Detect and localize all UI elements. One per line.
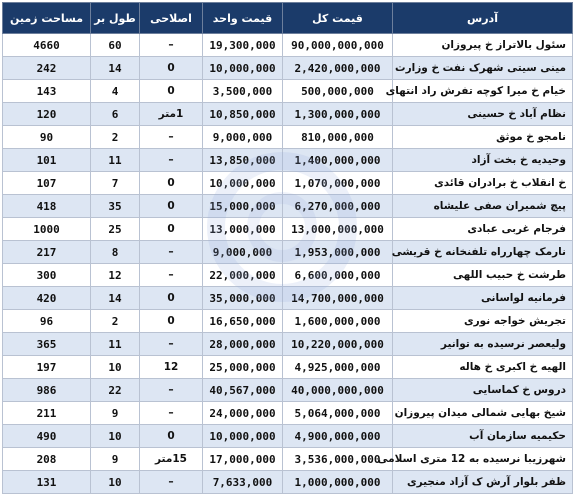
cell-frontage: 2 bbox=[91, 126, 140, 149]
cell-modification: 0 bbox=[140, 172, 203, 195]
table-row bbox=[3, 34, 573, 57]
cell-total-price: 4,925,000,000 bbox=[283, 356, 393, 379]
cell-address: نامجو خ موثق bbox=[393, 126, 573, 149]
table-row bbox=[3, 172, 573, 195]
cell-frontage: 2 bbox=[91, 310, 140, 333]
cell-modification: – bbox=[140, 402, 203, 425]
table-row bbox=[3, 448, 573, 471]
table-row bbox=[3, 241, 573, 264]
header-total-price: قیمت کل bbox=[283, 3, 393, 34]
cell-unit-price: 9,000,000 bbox=[203, 241, 283, 264]
cell-unit-price: 10,000,000 bbox=[203, 57, 283, 80]
cell-address: خیام خ میرا کوچه تفرش راد انتهای bbox=[393, 80, 573, 103]
cell-unit-price: 9,000,000 bbox=[203, 126, 283, 149]
cell-modification: 0 bbox=[140, 195, 203, 218]
cell-frontage: 6 bbox=[91, 103, 140, 126]
cell-land-area: 101 bbox=[3, 149, 91, 172]
cell-address: تجریش خواجه نوری bbox=[393, 310, 573, 333]
table-row bbox=[3, 333, 573, 356]
cell-total-price: 4,900,000,000 bbox=[283, 425, 393, 448]
cell-modification: 0 bbox=[140, 310, 203, 333]
cell-unit-price: 13,850,000 bbox=[203, 149, 283, 172]
cell-total-price: 3,536,000,000 bbox=[283, 448, 393, 471]
cell-land-area: 365 bbox=[3, 333, 91, 356]
cell-address: خ انقلاب خ برادران قائدی bbox=[393, 172, 573, 195]
cell-modification: 0 bbox=[140, 218, 203, 241]
table-row bbox=[3, 402, 573, 425]
cell-land-area: 208 bbox=[3, 448, 91, 471]
cell-address: الهیه خ اکبری خ هاله bbox=[393, 356, 573, 379]
cell-unit-price: 17,000,000 bbox=[203, 448, 283, 471]
table-row bbox=[3, 379, 573, 402]
land-price-table bbox=[2, 2, 573, 494]
cell-address: نارمک چهارراه تلفنخانه خ قریشی bbox=[393, 241, 573, 264]
header-frontage: طول بر bbox=[91, 3, 140, 34]
cell-land-area: 90 bbox=[3, 126, 91, 149]
cell-total-price: 2,420,000,000 bbox=[283, 57, 393, 80]
listing-table-container bbox=[2, 2, 572, 490]
cell-land-area: 197 bbox=[3, 356, 91, 379]
table-row bbox=[3, 57, 573, 80]
cell-frontage: 22 bbox=[91, 379, 140, 402]
header-land-area: مساحت زمین bbox=[3, 3, 91, 34]
cell-total-price: 10,220,000,000 bbox=[283, 333, 393, 356]
cell-unit-price: 10,850,000 bbox=[203, 103, 283, 126]
cell-total-price: 1,600,000,000 bbox=[283, 310, 393, 333]
cell-modification: – bbox=[140, 471, 203, 494]
cell-modification: 0 bbox=[140, 425, 203, 448]
cell-total-price: 90,000,000,000 bbox=[283, 34, 393, 57]
cell-land-area: 490 bbox=[3, 425, 91, 448]
cell-modification: 15متر bbox=[140, 448, 203, 471]
cell-frontage: 35 bbox=[91, 195, 140, 218]
cell-unit-price: 24,000,000 bbox=[203, 402, 283, 425]
cell-address: طرشت خ حبیب اللهی bbox=[393, 264, 573, 287]
table-row bbox=[3, 126, 573, 149]
cell-frontage: 4 bbox=[91, 80, 140, 103]
table-row bbox=[3, 264, 573, 287]
cell-total-price: 13,000,000,000 bbox=[283, 218, 393, 241]
cell-unit-price: 10,000,000 bbox=[203, 172, 283, 195]
table-row bbox=[3, 425, 573, 448]
cell-land-area: 107 bbox=[3, 172, 91, 195]
cell-land-area: 4660 bbox=[3, 34, 91, 57]
cell-land-area: 131 bbox=[3, 471, 91, 494]
cell-address: شهرزیبا نرسیده به 12 متری اسلامی bbox=[393, 448, 573, 471]
cell-modification: – bbox=[140, 264, 203, 287]
table-row bbox=[3, 218, 573, 241]
cell-address: نظام آباد خ حسینی bbox=[393, 103, 573, 126]
cell-frontage: 9 bbox=[91, 448, 140, 471]
cell-total-price: 500,000,000 bbox=[283, 80, 393, 103]
cell-unit-price: 16,650,000 bbox=[203, 310, 283, 333]
table-row bbox=[3, 195, 573, 218]
cell-frontage: 10 bbox=[91, 356, 140, 379]
cell-address: پیچ شمیران صفی علیشاه bbox=[393, 195, 573, 218]
cell-land-area: 418 bbox=[3, 195, 91, 218]
table-row bbox=[3, 80, 573, 103]
cell-total-price: 1,300,000,000 bbox=[283, 103, 393, 126]
cell-unit-price: 40,567,000 bbox=[203, 379, 283, 402]
table-row bbox=[3, 356, 573, 379]
cell-frontage: 7 bbox=[91, 172, 140, 195]
cell-unit-price: 22,000,000 bbox=[203, 264, 283, 287]
cell-frontage: 14 bbox=[91, 287, 140, 310]
cell-unit-price: 25,000,000 bbox=[203, 356, 283, 379]
cell-modification: – bbox=[140, 333, 203, 356]
header-unit-price: قیمت واحد bbox=[203, 3, 283, 34]
cell-modification: 0 bbox=[140, 80, 203, 103]
cell-total-price: 810,000,000 bbox=[283, 126, 393, 149]
cell-total-price: 40,000,000,000 bbox=[283, 379, 393, 402]
cell-modification: – bbox=[140, 241, 203, 264]
table-row bbox=[3, 149, 573, 172]
cell-modification: – bbox=[140, 34, 203, 57]
cell-address: شیخ بهایی شمالی میدان پیروزان bbox=[393, 402, 573, 425]
cell-total-price: 1,953,000,000 bbox=[283, 241, 393, 264]
cell-modification: 1متر bbox=[140, 103, 203, 126]
cell-total-price: 1,070,000,000 bbox=[283, 172, 393, 195]
cell-frontage: 11 bbox=[91, 149, 140, 172]
cell-unit-price: 35,000,000 bbox=[203, 287, 283, 310]
table-header-row bbox=[3, 3, 573, 34]
cell-unit-price: 3,500,000 bbox=[203, 80, 283, 103]
cell-unit-price: 15,000,000 bbox=[203, 195, 283, 218]
cell-address: ظفر بلوار آرش ک آزاد منجیری bbox=[393, 471, 573, 494]
cell-frontage: 14 bbox=[91, 57, 140, 80]
cell-land-area: 211 bbox=[3, 402, 91, 425]
cell-unit-price: 13,000,000 bbox=[203, 218, 283, 241]
cell-land-area: 986 bbox=[3, 379, 91, 402]
cell-total-price: 5,064,000,000 bbox=[283, 402, 393, 425]
header-address: آدرس bbox=[393, 3, 573, 34]
cell-unit-price: 10,000,000 bbox=[203, 425, 283, 448]
cell-total-price: 1,400,000,000 bbox=[283, 149, 393, 172]
cell-frontage: 12 bbox=[91, 264, 140, 287]
table-row bbox=[3, 471, 573, 494]
cell-address: سئول بالاتراز خ پیروزان bbox=[393, 34, 573, 57]
cell-total-price: 1,000,000,000 bbox=[283, 471, 393, 494]
cell-frontage: 60 bbox=[91, 34, 140, 57]
cell-address: فرمانیه لواسانی bbox=[393, 287, 573, 310]
cell-modification: – bbox=[140, 126, 203, 149]
cell-modification: – bbox=[140, 379, 203, 402]
cell-land-area: 1000 bbox=[3, 218, 91, 241]
cell-modification: – bbox=[140, 149, 203, 172]
cell-address: مینی سیتی شهرک نفت خ وزارت bbox=[393, 57, 573, 80]
cell-unit-price: 28,000,000 bbox=[203, 333, 283, 356]
cell-address: حکیمیه سازمان آب bbox=[393, 425, 573, 448]
cell-land-area: 242 bbox=[3, 57, 91, 80]
table-row bbox=[3, 310, 573, 333]
cell-total-price: 6,600,000,000 bbox=[283, 264, 393, 287]
cell-address: وحیدیه خ بخت آزاد bbox=[393, 149, 573, 172]
cell-frontage: 8 bbox=[91, 241, 140, 264]
cell-address: فرجام غربی عبادی bbox=[393, 218, 573, 241]
cell-modification: 12 bbox=[140, 356, 203, 379]
cell-land-area: 143 bbox=[3, 80, 91, 103]
cell-modification: 0 bbox=[140, 287, 203, 310]
cell-land-area: 420 bbox=[3, 287, 91, 310]
cell-address: دروس خ کماسایی bbox=[393, 379, 573, 402]
cell-frontage: 10 bbox=[91, 425, 140, 448]
table-body bbox=[3, 34, 573, 494]
cell-unit-price: 7,633,000 bbox=[203, 471, 283, 494]
cell-total-price: 14,700,000,000 bbox=[283, 287, 393, 310]
cell-modification: 0 bbox=[140, 57, 203, 80]
table-row bbox=[3, 103, 573, 126]
table-row bbox=[3, 287, 573, 310]
cell-land-area: 96 bbox=[3, 310, 91, 333]
cell-frontage: 11 bbox=[91, 333, 140, 356]
cell-land-area: 300 bbox=[3, 264, 91, 287]
cell-frontage: 10 bbox=[91, 471, 140, 494]
cell-frontage: 25 bbox=[91, 218, 140, 241]
cell-total-price: 6,270,000,000 bbox=[283, 195, 393, 218]
cell-frontage: 9 bbox=[91, 402, 140, 425]
header-modification: اصلاحی bbox=[140, 3, 203, 34]
cell-address: ولیعصر نرسیده به توانیر bbox=[393, 333, 573, 356]
cell-unit-price: 19,300,000 bbox=[203, 34, 283, 57]
cell-land-area: 120 bbox=[3, 103, 91, 126]
cell-land-area: 217 bbox=[3, 241, 91, 264]
